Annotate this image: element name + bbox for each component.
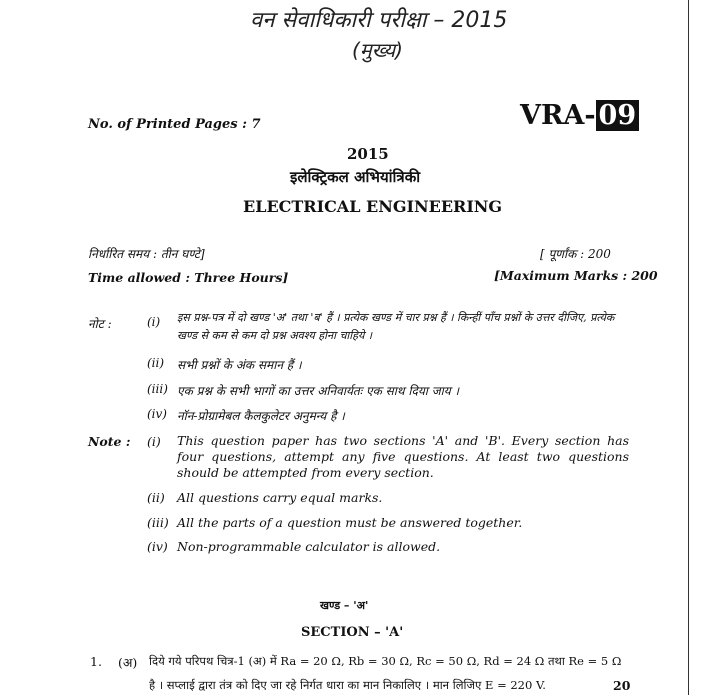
note-english-label: Note :	[88, 434, 131, 449]
handwritten-title: वन सेवाधिकारी परीक्षा – 2015	[250, 8, 508, 33]
note-english-num-2: (ii)	[147, 490, 165, 505]
paper-code-number: 09	[596, 100, 640, 131]
note-hindi-text-2: सभी प्रश्नों के अंक समान हैं ।	[177, 358, 302, 372]
note-hindi-num-4: (iv)	[147, 407, 167, 421]
note-hindi-label: नोट :	[88, 317, 112, 331]
note-english-num-4: (iv)	[147, 539, 168, 554]
question-number: 1.	[90, 654, 102, 669]
marks-hindi: [ पूर्णांक : 200	[540, 247, 611, 261]
note-english-text-3: All the parts of a question must be answered together.	[177, 515, 523, 530]
title-english: ELECTRICAL ENGINEERING	[243, 197, 503, 216]
note-hindi-num-3: (iii)	[147, 382, 168, 396]
printed-pages: No. of Printed Pages : 7	[88, 117, 261, 132]
note-english-text-1: This question paper has two sections 'A' and 'B'. Every section has four questions, attempt any five questions. At least two questions should be attempted from every section.	[177, 433, 629, 480]
paper-code	[520, 100, 639, 131]
note-hindi-text-4: नॉन-प्रोग्रामेबल कैलकुलेटर अनुमन्य है ।	[177, 409, 345, 423]
question-line-2: है । सप्लाई द्वारा तंत्र को दिए जा रहे निर्गत धारा का मान निकालिए । मान लिजिए E = 220 V.	[149, 678, 546, 692]
note-english-num-1: (i)	[147, 434, 161, 449]
time-english: Time allowed : Three Hours]	[88, 270, 289, 285]
note-hindi-num-2: (ii)	[147, 356, 165, 370]
note-english-text-4: Non-programmable calculator is allowed.	[177, 539, 441, 554]
note-hindi-text-3: एक प्रश्न के सभी भागों का उत्तर अनिवार्यतः एक साथ दिया जाय ।	[177, 384, 460, 398]
paper-code-prefix: VRA-	[520, 100, 596, 131]
note-english-text-2: All questions carry equal marks.	[177, 490, 383, 505]
question-line-1: दिये गये परिपथ चित्र-1 (अ) में Ra = 20 Ω, Rb = 30 Ω, Rc = 50 Ω, Rd = 24 Ω तथा Re = 5 Ω	[149, 654, 622, 668]
marks-english: [Maximum Marks : 200	[494, 268, 658, 283]
note-hindi-text-1: इस प्रश्न-पत्र में दो खण्ड 'अ' तथा 'ब' हैं । प्रत्येक खण्ड में चार प्रश्न हैं । किन्हीं पाँच प्रश्नों के उत्तर दीजिए, प्रत्येक खण्ड से कम से कम दो प्रश्न अवश्य होना चाहिये ।	[177, 311, 615, 342]
section-heading-english: SECTION – 'A'	[301, 625, 404, 640]
title-hindi: इलेक्ट्रिकल अभियांत्रिकी	[290, 168, 421, 186]
time-hindi: निर्धारित समय : तीन घण्टे]	[88, 247, 205, 261]
page-edge-line	[688, 0, 689, 695]
section-heading-hindi: खण्ड – 'अ'	[320, 599, 369, 612]
note-hindi-num-1: (i)	[147, 315, 161, 329]
exam-year: 2015	[347, 145, 389, 163]
question-marks: 20	[613, 678, 631, 693]
handwritten-bracket: (मुख्य)	[352, 38, 403, 62]
note-english-num-3: (iii)	[147, 515, 169, 530]
question-part: (अ)	[118, 655, 138, 670]
